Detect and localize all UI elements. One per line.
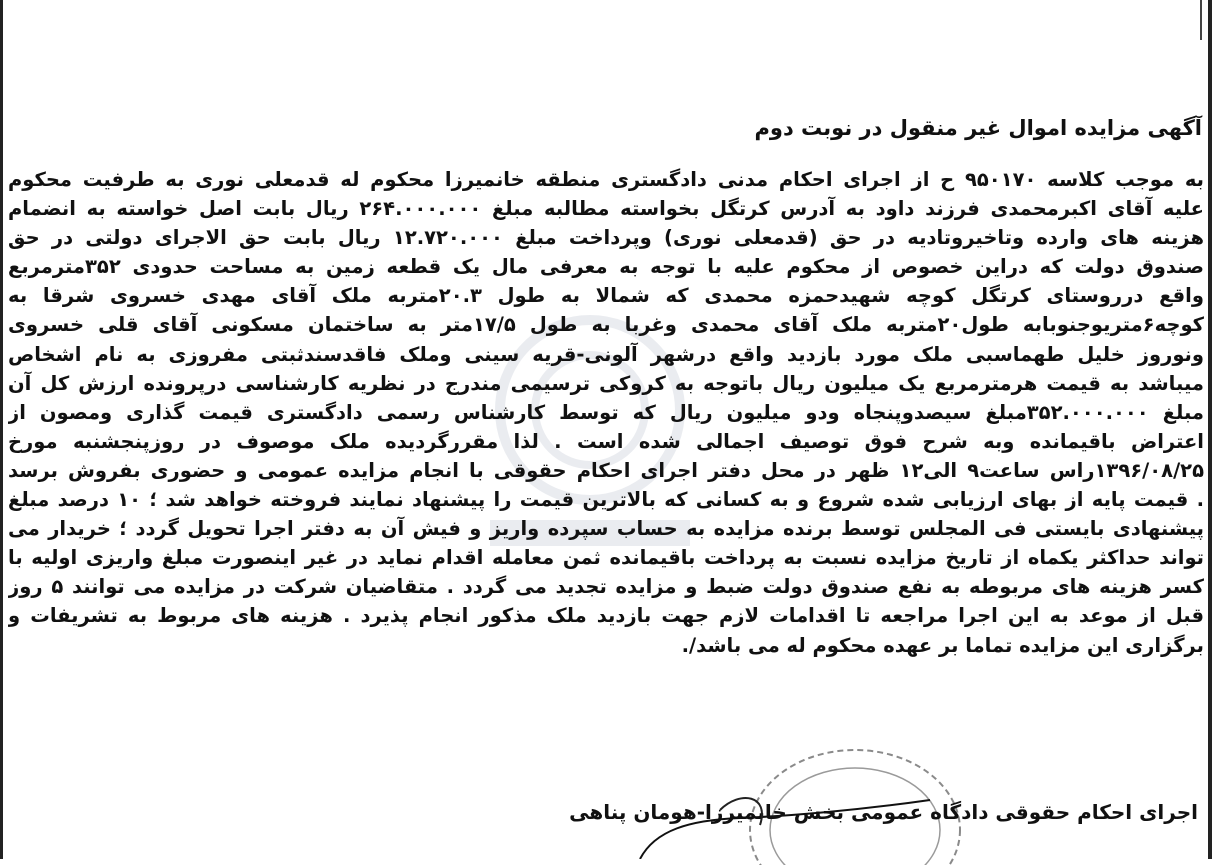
page-edge-mark: [1200, 0, 1212, 40]
body-line: . قیمت پایه از بهای ارزیابی شده شروع و به کسانی که بالاترین قیمت را پیشنهاد نمایند فروخته خواهد شد ؛ ۱۰ درصد مبلغ: [8, 488, 1204, 512]
signature-line: اجرای احکام حقوقی دادگاه عمومی بخش خانمیرزا-هومان پناهی: [569, 800, 1198, 824]
body-line: صندوق دولت که دراین خصوص از محکوم علیه با توجه به معرفی مال یک قطعه زمین به مساحت حدودی ۳۵۲مترمربع: [8, 255, 1204, 279]
body-line: ۱۳۹۶/۰۸/۲۵راس ساعت۹ الی۱۲ ظهر در محل دفتر اجرای احکام حقوقی با انجام مزایده عمومی و حضوری بفروش برسد: [8, 458, 1204, 482]
body-line: واقع درروستای کرتگل کوچه شهیدحمزه محمدی که شمالا به طول ۲۰.۳متربه ملک آقای مهدی خسروی شرقا به: [8, 284, 1204, 308]
notice-body: [8, 165, 1204, 660]
body-line: هزینه های وارده وتاخیروتادیه در حق (قدمعلی نوری) وپرداخت مبلغ ۱۲.۷۲۰.۰۰۰ ریال بابت حق الاجرای دولتی در حق: [8, 226, 1204, 250]
body-line: قبل از موعد به این اجرا مراجعه تا اقدامات لازم جهت بازدید ملک مذکور انجام پذیرد . هزینه های مربوط به تشریفات و: [8, 604, 1204, 628]
body-line: مبلغ ۳۵۲.۰۰۰.۰۰۰مبلغ سیصدوپنجاه ودو میلیون ریال که توسط کارشناس رسمی دادگستری قیمت گذاری ومصون از: [8, 400, 1204, 424]
body-line: ونوروز خلیل طهماسبی ملک مورد بازدید واقع درشهر آلونی-قریه سینی وملک فاقدسندثبتی مفروزی به نام اشخاص: [8, 342, 1204, 366]
body-line: برگزاری این مزایده تماما بر عهده محکوم له می باشد/.: [681, 633, 1204, 657]
body-line: اعتراض باقیمانده وبه شرح فوق توصیف اجمالی شده است . لذا مقررگردیده ملک موصوف در روزپنجشنبه مورخ: [8, 429, 1204, 453]
notice-title: آگهی مزایده اموال غیر منقول در نوبت دوم: [754, 116, 1202, 140]
body-line: کوچه۶متریوجنوبابه طول۲۰متربه ملک آقای محمدی وغربا به طول ۱۷/۵متر به ساختمان مسکونی آقای قلی خسروی: [8, 313, 1204, 337]
body-line: میباشد به قیمت هرمترمربع یک میلیون ریال باتوجه به کروکی ترسیمی مندرج در نظریه کارشناسی درپرونده ارزش کل آن: [8, 371, 1204, 395]
body-line: پیشنهادی بایستی فی المجلس توسط برنده مزایده به حساب سپرده واریز و فیش آن به دفتر اجرا تحویل گردد ؛ خریدار می: [8, 517, 1204, 541]
body-line: تواند حداکثر یکماه از تاریخ مزایده نسبت به پرداخت باقیمانده ثمن معامله اقدام نماید در غیر اینصورت مبلغ واریزی اولیه با: [8, 546, 1204, 570]
body-line: کسر هزینه های مربوطه به نفع صندوق دولت ضبط و مزایده تجدید می گردد . متقاضیان شرکت در مزایده می توانند ۵ روز: [8, 575, 1204, 599]
body-line: به موجب کلاسه ۹۵۰۱۷۰ ح از اجرای احکام مدنی دادگستری منطقه خانمیرزا محکوم له قدمعلی نوری به طرفیت محکوم: [8, 168, 1204, 191]
body-line: علیه آقای اکبرمحمدی فرزند داود به آدرس کرتگل بخواسته مطالبه مبلغ ۲۶۴.۰۰۰.۰۰۰ ریال بابت اصل خواسته به انضمام: [8, 197, 1204, 221]
